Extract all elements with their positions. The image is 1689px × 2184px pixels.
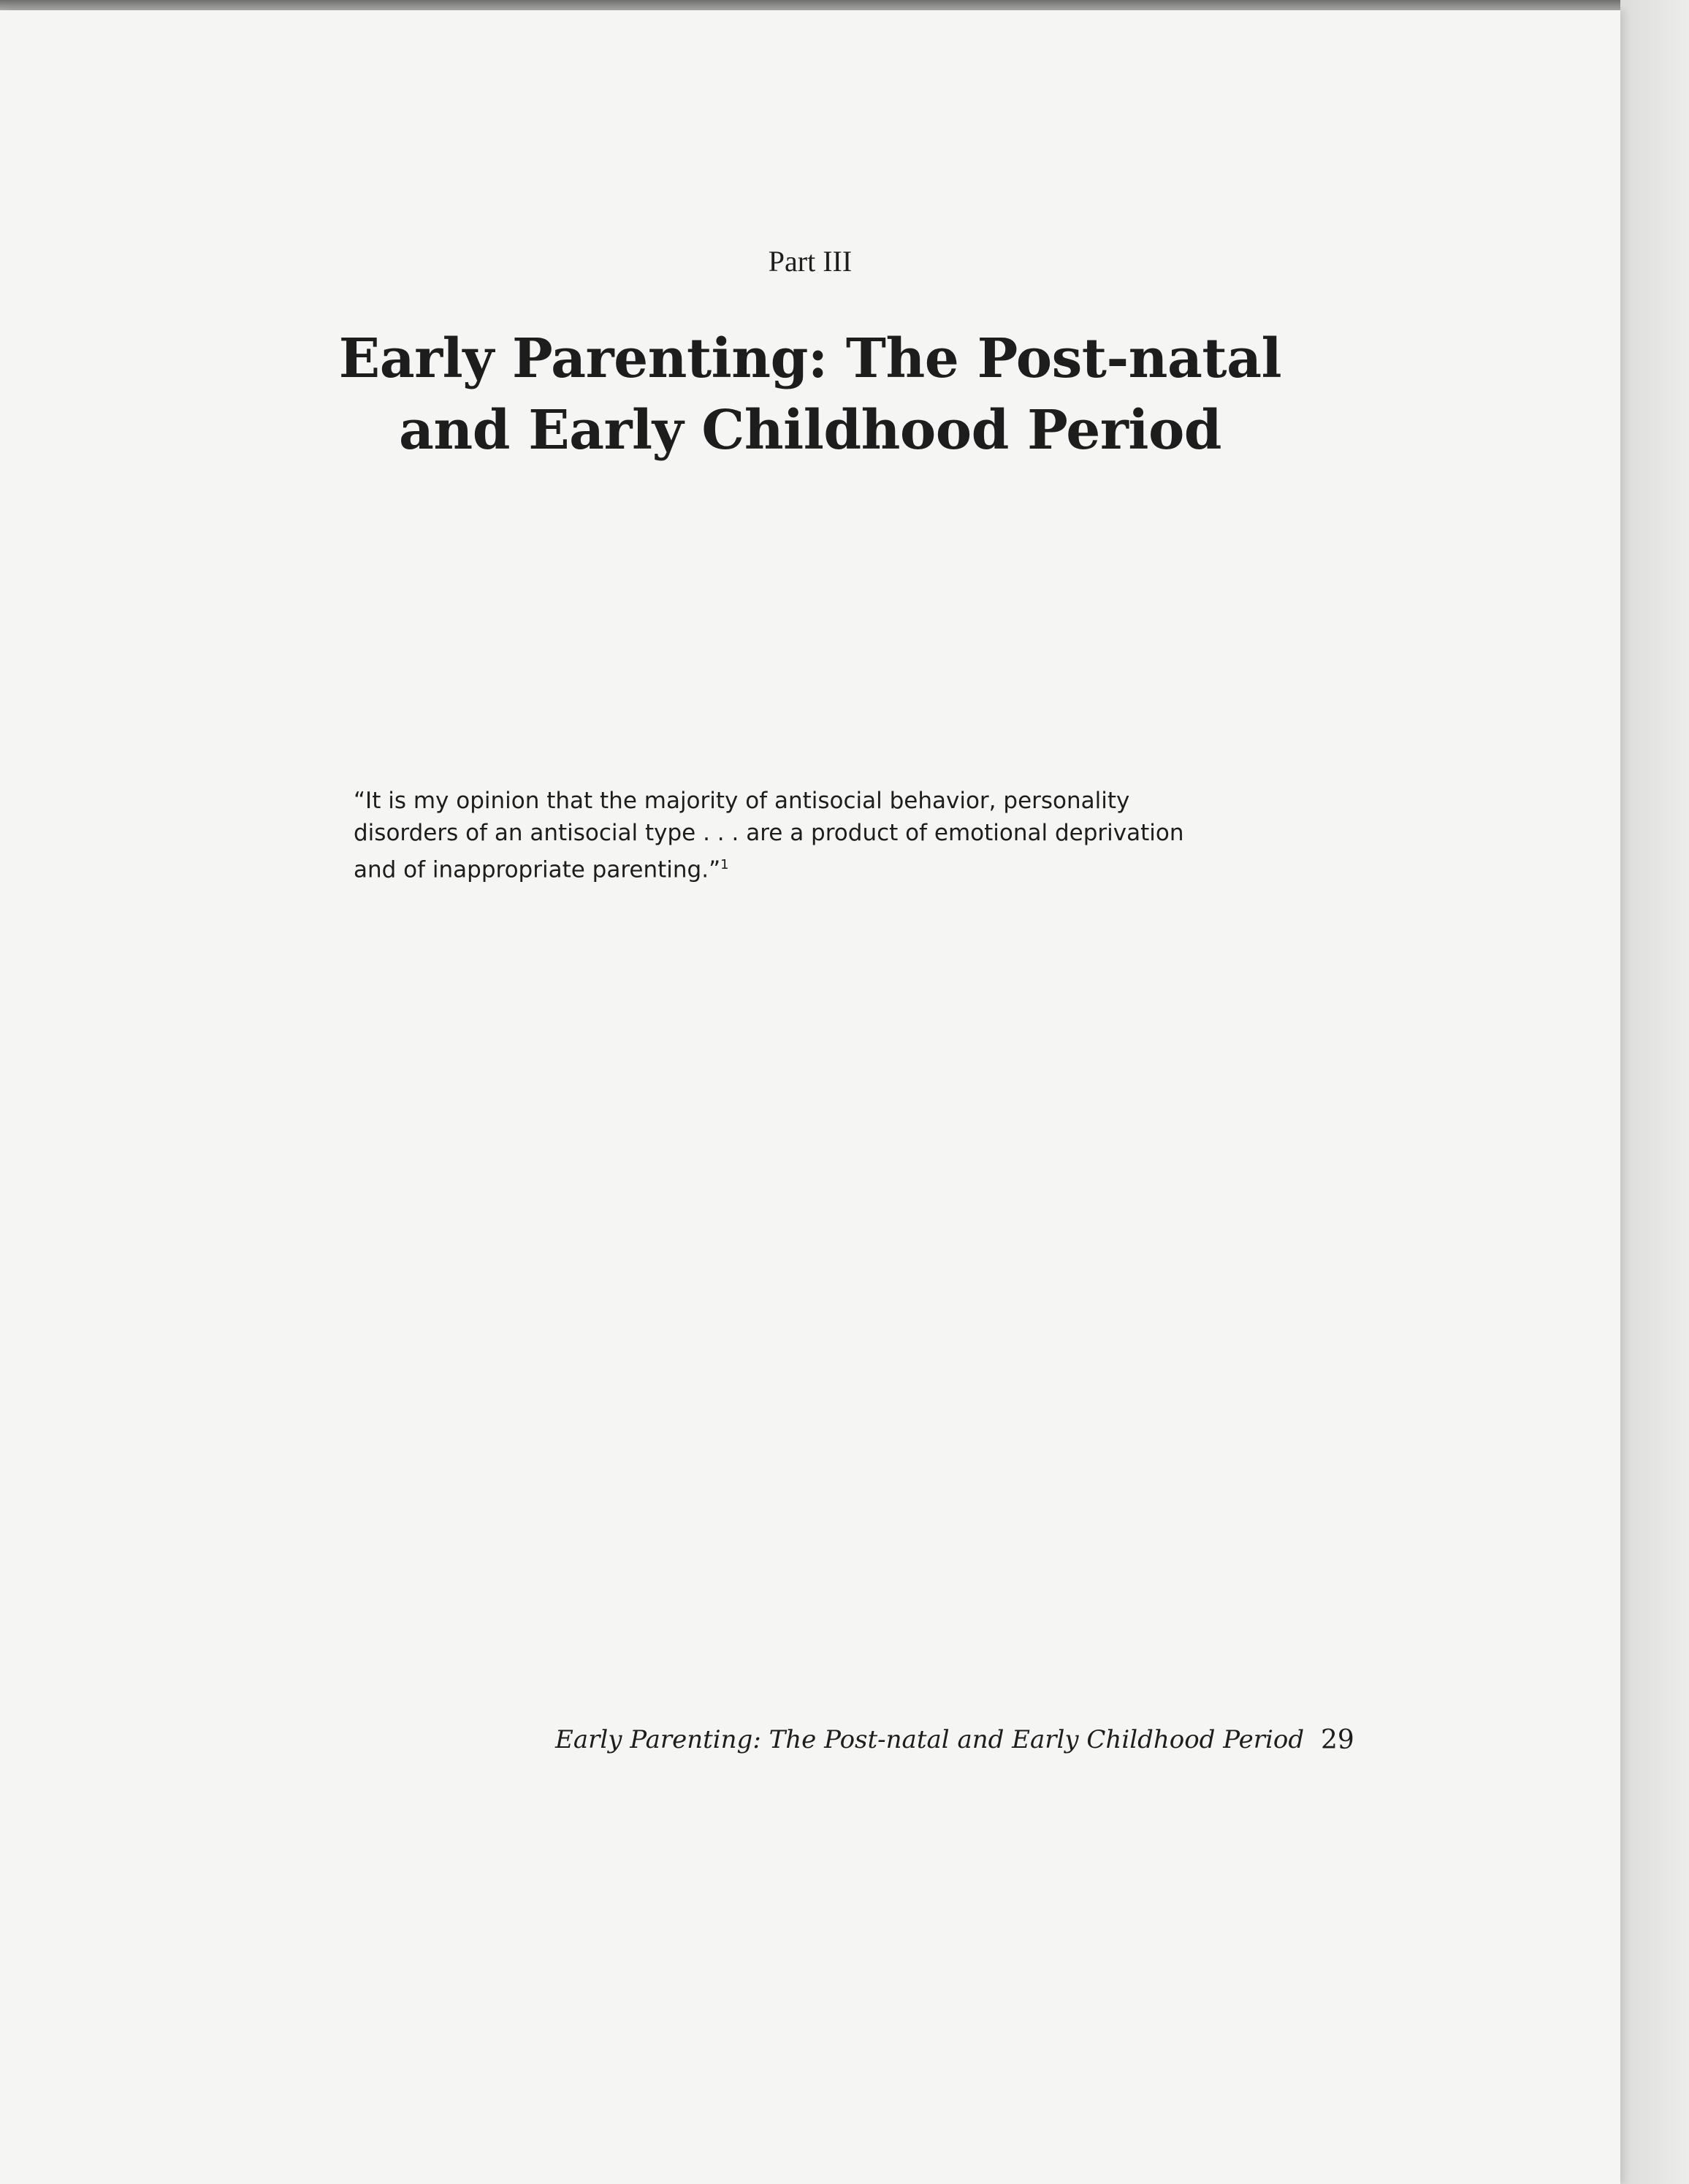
epigraph-quote [354, 785, 1391, 886]
chapter-title-line-1: Early Parenting: The Post-natal [338, 327, 1282, 390]
page-sheet [0, 10, 1620, 2184]
footnote-marker: 1 [720, 857, 729, 872]
quote-line-3-text: and of inappropriate parenting.” [354, 856, 721, 883]
quote-line-3 [354, 849, 1391, 886]
right-margin [1620, 0, 1689, 2184]
page-number: 29 [1321, 1725, 1354, 1755]
running-head: Early Parenting: The Post-natal and Early Childhood Period [555, 1725, 1305, 1754]
quote-line-1: “It is my opinion that the majority of antisocial behavior, personality [354, 788, 1130, 814]
page-footer [555, 1725, 1359, 1754]
quote-line-2: disorders of an antisocial type . . . are a product of emotional deprivation [354, 820, 1184, 846]
part-label: Part III [768, 245, 853, 278]
chapter-title [0, 323, 1620, 466]
chapter-title-line-2: and Early Childhood Period [398, 399, 1222, 462]
